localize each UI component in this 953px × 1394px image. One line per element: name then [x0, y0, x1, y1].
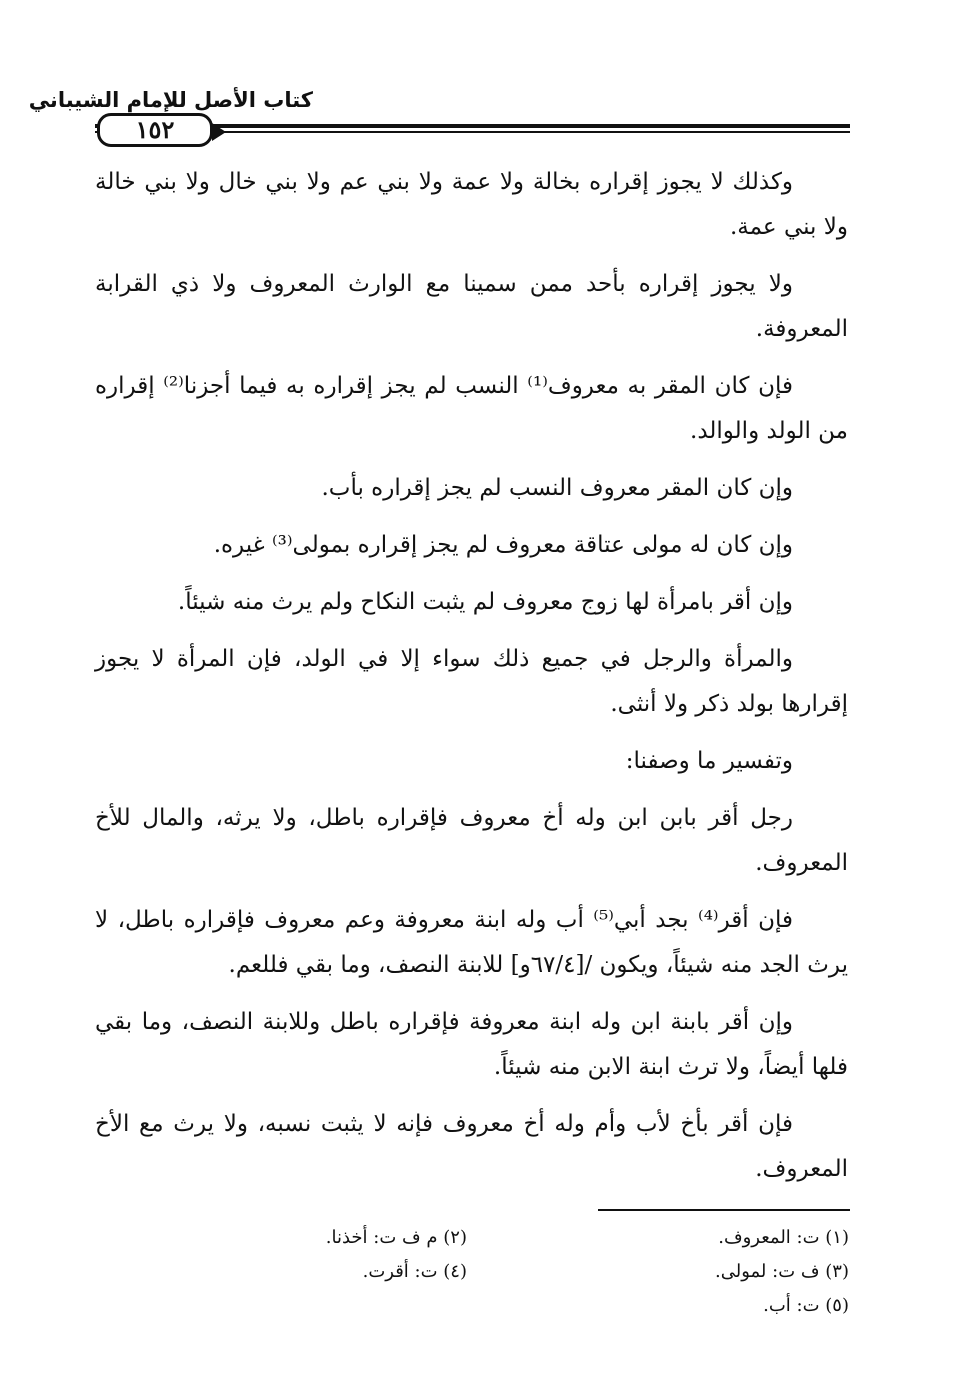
footnote-number: (١): [825, 1227, 849, 1248]
footnote-3: [715, 1260, 849, 1284]
main-text: [95, 160, 848, 1204]
footnote-text: ت: أب.: [763, 1295, 820, 1316]
footnote-text: ت: أقرت.: [362, 1261, 438, 1282]
running-head-title: كتاب الأصل للإمام الشيباني: [28, 88, 313, 112]
paragraph: فإن أقر⁽⁴⁾ بجد أبي⁽⁵⁾ أب وله ابنة معروفة وعم معروف فإقراره باطل، لا يرث الجد منه شيئاً، ويكون /[٦٧/٤و] للابنة النصف، وما بقي فللعم.: [95, 907, 848, 978]
paragraph: وإن كان المقر معروف النسب لم يجز إقراره بأب.: [321, 475, 793, 501]
paragraph: وإن كان له مولى عتاقة معروف لم يجز إقراره بمولى⁽³⁾ غيره.: [213, 532, 793, 558]
footnote-text: ف ت: لمولى.: [715, 1261, 820, 1282]
paragraph: ولا يجوز إقراره بأحد ممن سمينا مع الوارث المعروف ولا ذي القرابة المعروفة.: [95, 271, 848, 342]
paragraph: وكذلك لا يجوز إقراره بخالة ولا عمة ولا بني عم ولا بني خال ولا بني خالة ولا بني عمة.: [95, 169, 848, 240]
footnote-text: م ف ت: أخذنا.: [325, 1227, 438, 1248]
paragraph: والمرأة والرجل في جميع ذلك سواء إلا في الولد، فإن المرأة لا يجوز إقرارها بولد ذكر ولا أنثى.: [95, 646, 848, 717]
page-number: ١٥٢: [97, 113, 213, 147]
footnote-1: [718, 1226, 849, 1250]
footnote-number: (٥): [825, 1295, 849, 1316]
footnote-number: (٣): [825, 1261, 849, 1282]
paragraph: فإن أقر بأخ لأب وأم وله أخ معروف فإنه لا يثبت نسبه، ولا يرث مع الأخ المعروف.: [95, 1111, 848, 1182]
paragraph: فإن كان المقر به معروف⁽¹⁾ النسب لم يجز إقراره به فيما أجزنا⁽²⁾ إقراره من الولد والوالد.: [95, 373, 848, 444]
footnote-2: [326, 1226, 467, 1250]
footnote-separator: [598, 1209, 850, 1211]
footnote-5: [763, 1294, 849, 1318]
paragraph: وإن أقر بابنة ابن وله ابنة معروفة فإقراره باطل وللابنة النصف، وما بقي فلها أيضاً، ولا ترث ابنة الابن منه شيئاً.: [95, 1009, 848, 1080]
footnote-text: ت: المعروف.: [718, 1227, 820, 1248]
paragraph: وتفسير ما وصفنا:: [625, 748, 793, 774]
footnote-number: (٢): [443, 1227, 467, 1248]
paragraph: وإن أقر بامرأة لها زوج معروف لم يثبت النكاح ولم يرث منه شيئاً.: [177, 589, 793, 615]
paragraph: رجل أقر بابن ابن وله أخ معروف فإقراره باطل، ولا يرثه، والمال للأخ المعروف.: [95, 805, 848, 876]
footnote-4: [363, 1260, 467, 1284]
footnote-number: (٤): [443, 1261, 467, 1282]
